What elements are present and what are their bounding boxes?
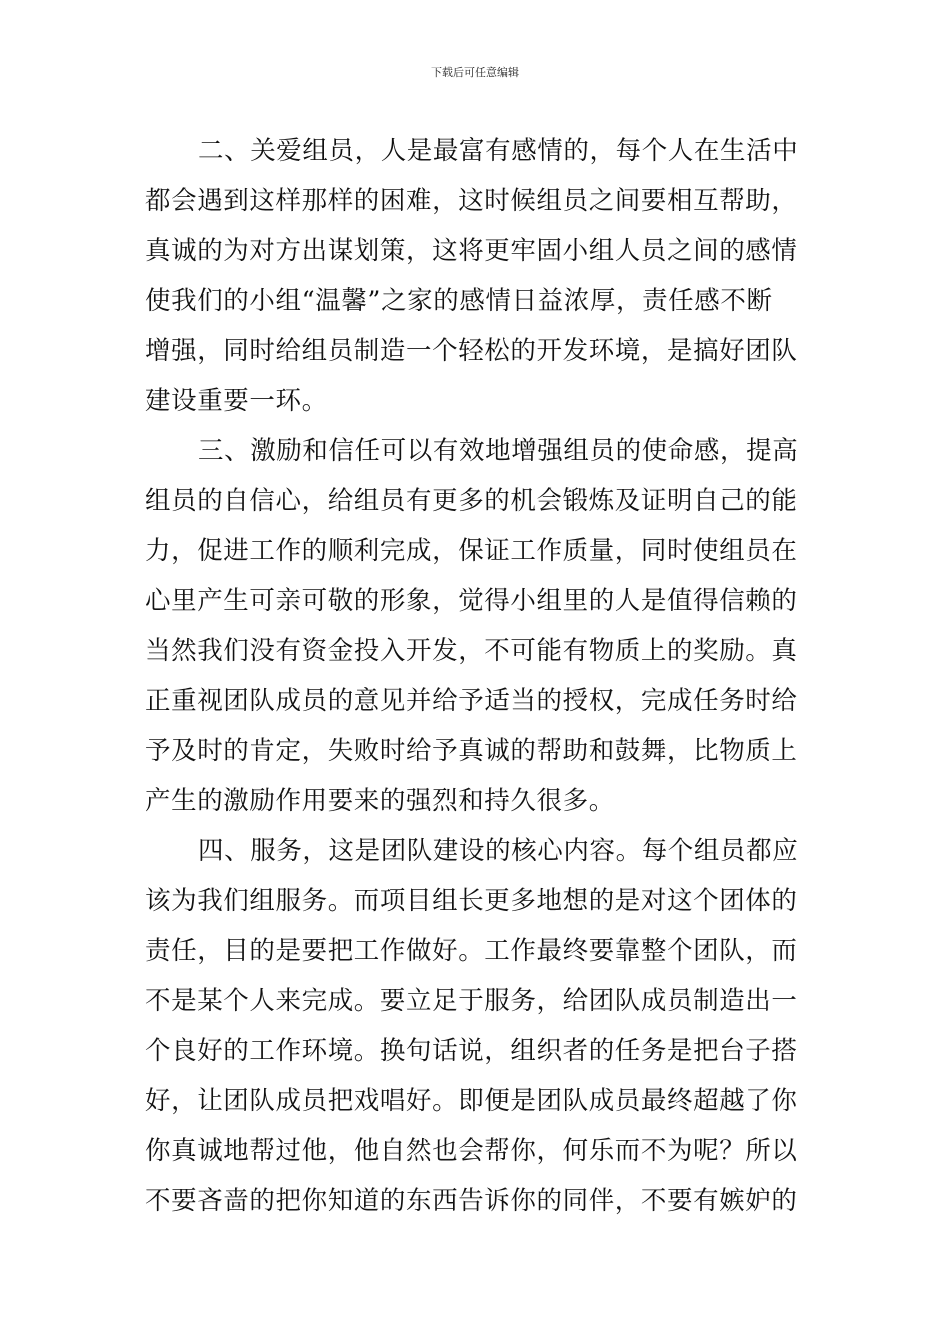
paragraph-line: 三、激励和信任可以有效地增强组员的使命感，提高 bbox=[198, 436, 799, 466]
paragraph-line: 个良好的工作环境。换句话说，组织者的任务是把台子搭 bbox=[145, 1036, 798, 1066]
paragraph-line: 予及时的肯定，失败时给予真诚的帮助和鼓舞，比物质上 bbox=[145, 736, 798, 766]
paragraph-line: 组员的自信心，给组员有更多的机会锻炼及证明自己的能 bbox=[145, 486, 798, 516]
paragraph-motivation-trust bbox=[145, 426, 810, 826]
paragraph-line: 不要吝啬的把你知道的东西告诉你的同伴，不要有嫉妒的 bbox=[145, 1186, 798, 1216]
paragraph-line: 产生的激励作用要来的强烈和持久很多。 bbox=[145, 786, 615, 816]
paragraph-service bbox=[145, 826, 810, 1226]
paragraph-line: 二、关爱组员，人是最富有感情的，每个人在生活中 bbox=[198, 136, 799, 166]
paragraph-line: 四、服务，这是团队建设的核心内容。每个组员都应 bbox=[198, 836, 799, 866]
paragraph-line: 正重视团队成员的意见并给予适当的授权，完成任务时给 bbox=[145, 686, 798, 716]
paragraph-line: 该为我们组服务。而项目组长更多地想的是对这个团体的 bbox=[145, 886, 798, 916]
document-body bbox=[145, 126, 810, 1226]
paragraph-line: 建设重要一环。 bbox=[145, 386, 328, 416]
paragraph-line: 使我们的小组“温馨”之家的感情日益浓厚，责任感不断 bbox=[145, 286, 773, 316]
paragraph-care-members bbox=[145, 126, 810, 426]
paragraph-line: 责任，目的是要把工作做好。工作最终要靠整个团队，而 bbox=[145, 936, 798, 966]
paragraph-line: 好，让团队成员把戏唱好。即便是团队成员最终超越了你 bbox=[145, 1086, 798, 1116]
paragraph-line: 都会遇到这样那样的困难，这时候组员之间要相互帮助， bbox=[145, 186, 798, 216]
page-header: 下载后可任意编辑 bbox=[431, 66, 519, 79]
paragraph-line: 不是某个人来完成。要立足于服务，给团队成员制造出一 bbox=[145, 986, 798, 1016]
paragraph-line: 当然我们没有资金投入开发，不可能有物质上的奖励。真 bbox=[145, 636, 798, 666]
paragraph-line: 心里产生可亲可敬的形象，觉得小组里的人是值得信赖的 bbox=[145, 586, 798, 616]
paragraph-line: 你真诚地帮过他，他自然也会帮你，何乐而不为呢？所以 bbox=[145, 1136, 798, 1166]
paragraph-line: 真诚的为对方出谋划策，这将更牢固小组人员之间的感情 bbox=[145, 236, 798, 266]
paragraph-line: 增强，同时给组员制造一个轻松的开发环境，是搞好团队 bbox=[145, 336, 798, 366]
paragraph-line: 力，促进工作的顺利完成，保证工作质量，同时使组员在 bbox=[145, 536, 798, 566]
